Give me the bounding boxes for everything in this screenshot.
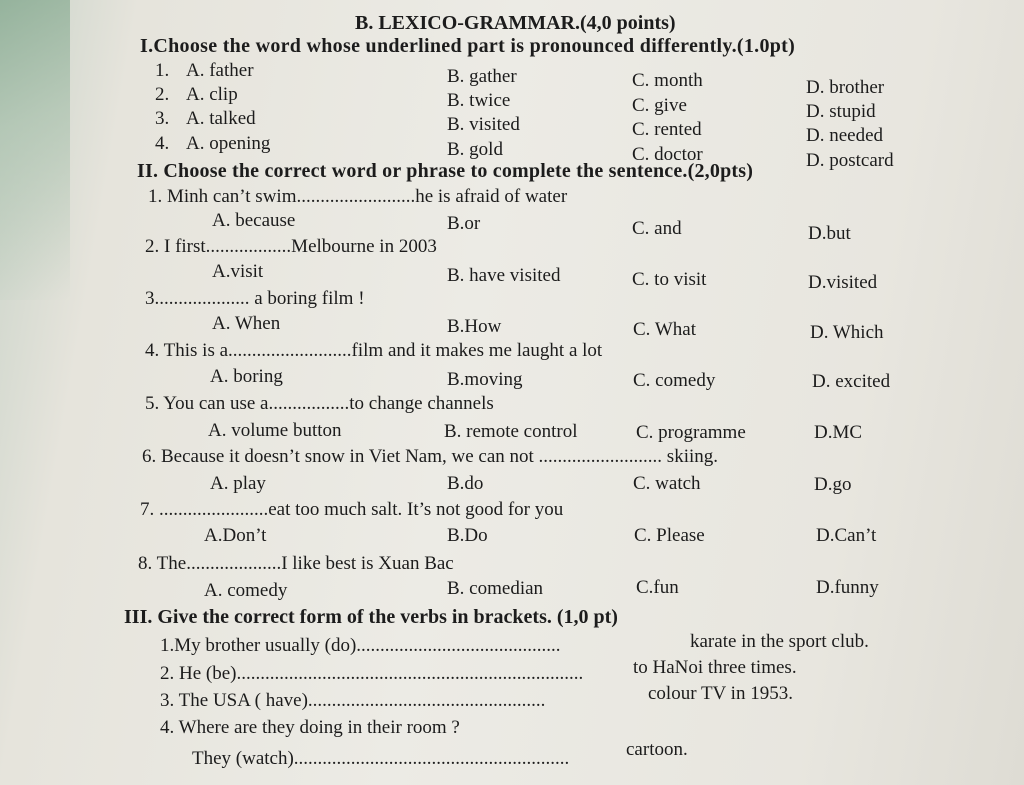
option-b: B. visited: [447, 114, 520, 135]
option-c: C. Please: [634, 525, 705, 546]
option-d: D.but: [808, 223, 851, 244]
part3-q2-end: to HaNoi three times.: [633, 657, 797, 678]
option-a: A. because: [212, 210, 296, 231]
option-a: A. father: [186, 60, 254, 81]
question-number: 2.: [155, 84, 170, 105]
option-c: C. and: [632, 218, 682, 239]
question-number: 3.: [155, 108, 170, 129]
option-d: D.Can’t: [816, 525, 877, 546]
option-c: C. rented: [632, 119, 702, 140]
option-d: D.visited: [808, 272, 878, 293]
option-b: B. gather: [447, 66, 517, 87]
part3-q1-end: karate in the sport club.: [690, 631, 869, 652]
option-a: A.visit: [212, 261, 264, 282]
option-a: A. boring: [210, 366, 283, 387]
option-b: B.Do: [447, 525, 488, 546]
option-b: B. gold: [447, 139, 503, 160]
option-d: D.funny: [816, 577, 879, 598]
question-stem: 2. I first..................Melbourne in 2003: [145, 236, 437, 257]
option-c: C. doctor: [632, 144, 703, 165]
part3-title: III. Give the correct form of the verbs in brackets. (1,0 pt): [124, 606, 618, 628]
option-a: A.Don’t: [204, 525, 267, 546]
question-stem: 3.................... a boring film !: [145, 288, 365, 309]
option-b: B.do: [447, 473, 484, 494]
option-b: B. comedian: [447, 578, 544, 599]
part3-q2-stem: 2. He (be).........................................................................: [160, 663, 584, 684]
part3-q4-answer-line: They (watch)..........................................................: [192, 748, 570, 769]
question-stem: 6. Because it doesn’t snow in Viet Nam, we can not .......................... skiing.: [142, 446, 719, 467]
option-d: D. Which: [810, 322, 884, 343]
question-stem: 4. This is a..........................film and it makes me laught a lot: [145, 340, 603, 361]
question-number: 1.: [155, 60, 170, 81]
paper-shadow-edge: [0, 0, 70, 300]
option-d: D. stupid: [806, 101, 876, 122]
part1-title: I.Choose the word whose underlined part is pronounced differently.(1.0pt): [140, 35, 796, 57]
option-a: A. clip: [186, 84, 238, 105]
option-a: A. opening: [186, 133, 271, 154]
option-d: D. needed: [806, 125, 884, 146]
part3-q4-end: cartoon.: [626, 739, 688, 760]
option-a: A. talked: [186, 108, 256, 129]
section-b-title: B. LEXICO-GRAMMAR.(4,0 points): [355, 12, 676, 34]
question-stem: 7. .......................eat too much salt. It’s not good for you: [140, 499, 564, 520]
option-c: C. What: [633, 319, 696, 340]
option-a: A. comedy: [204, 580, 288, 601]
option-d: D. brother: [806, 77, 885, 98]
question-stem: 1. Minh can’t swim.........................he is afraid of water: [148, 186, 568, 207]
part3-q3-end: colour TV in 1953.: [648, 683, 793, 704]
option-c: C.fun: [636, 577, 679, 598]
option-b: B.How: [447, 316, 502, 337]
part3-q4-stem: 4. Where are they doing in their room ?: [160, 717, 460, 738]
option-c: C. to visit: [632, 269, 707, 290]
option-c: C. comedy: [633, 370, 716, 391]
option-b: B. remote control: [444, 421, 578, 442]
option-b: B.moving: [447, 369, 523, 390]
option-a: A. volume button: [208, 420, 342, 441]
option-c: C. month: [632, 70, 703, 91]
option-b: B. have visited: [447, 265, 561, 286]
question-stem: 5. You can use a.................to change channels: [145, 393, 494, 414]
option-a: A. When: [212, 313, 281, 334]
option-b: B.or: [447, 213, 481, 234]
option-c: C. watch: [633, 473, 701, 494]
part3-q3-stem: 3. The USA ( have)..................................................: [160, 690, 546, 711]
question-stem: 8. The....................I like best is Xuan Bac: [138, 553, 454, 574]
part3-q1-stem: 1.My brother usually (do)...........................................: [160, 635, 561, 656]
option-d: D.MC: [814, 422, 863, 443]
option-d: D. excited: [812, 371, 891, 392]
option-d: D. postcard: [806, 150, 894, 171]
option-a: A. play: [210, 473, 266, 494]
option-c: C. programme: [636, 422, 746, 443]
option-c: C. give: [632, 95, 687, 116]
question-number: 4.: [155, 133, 170, 154]
part2-title: II. Choose the correct word or phrase to complete the sentence.(2,0pts): [137, 160, 754, 182]
option-d: D.go: [814, 474, 852, 495]
option-b: B. twice: [447, 90, 511, 111]
